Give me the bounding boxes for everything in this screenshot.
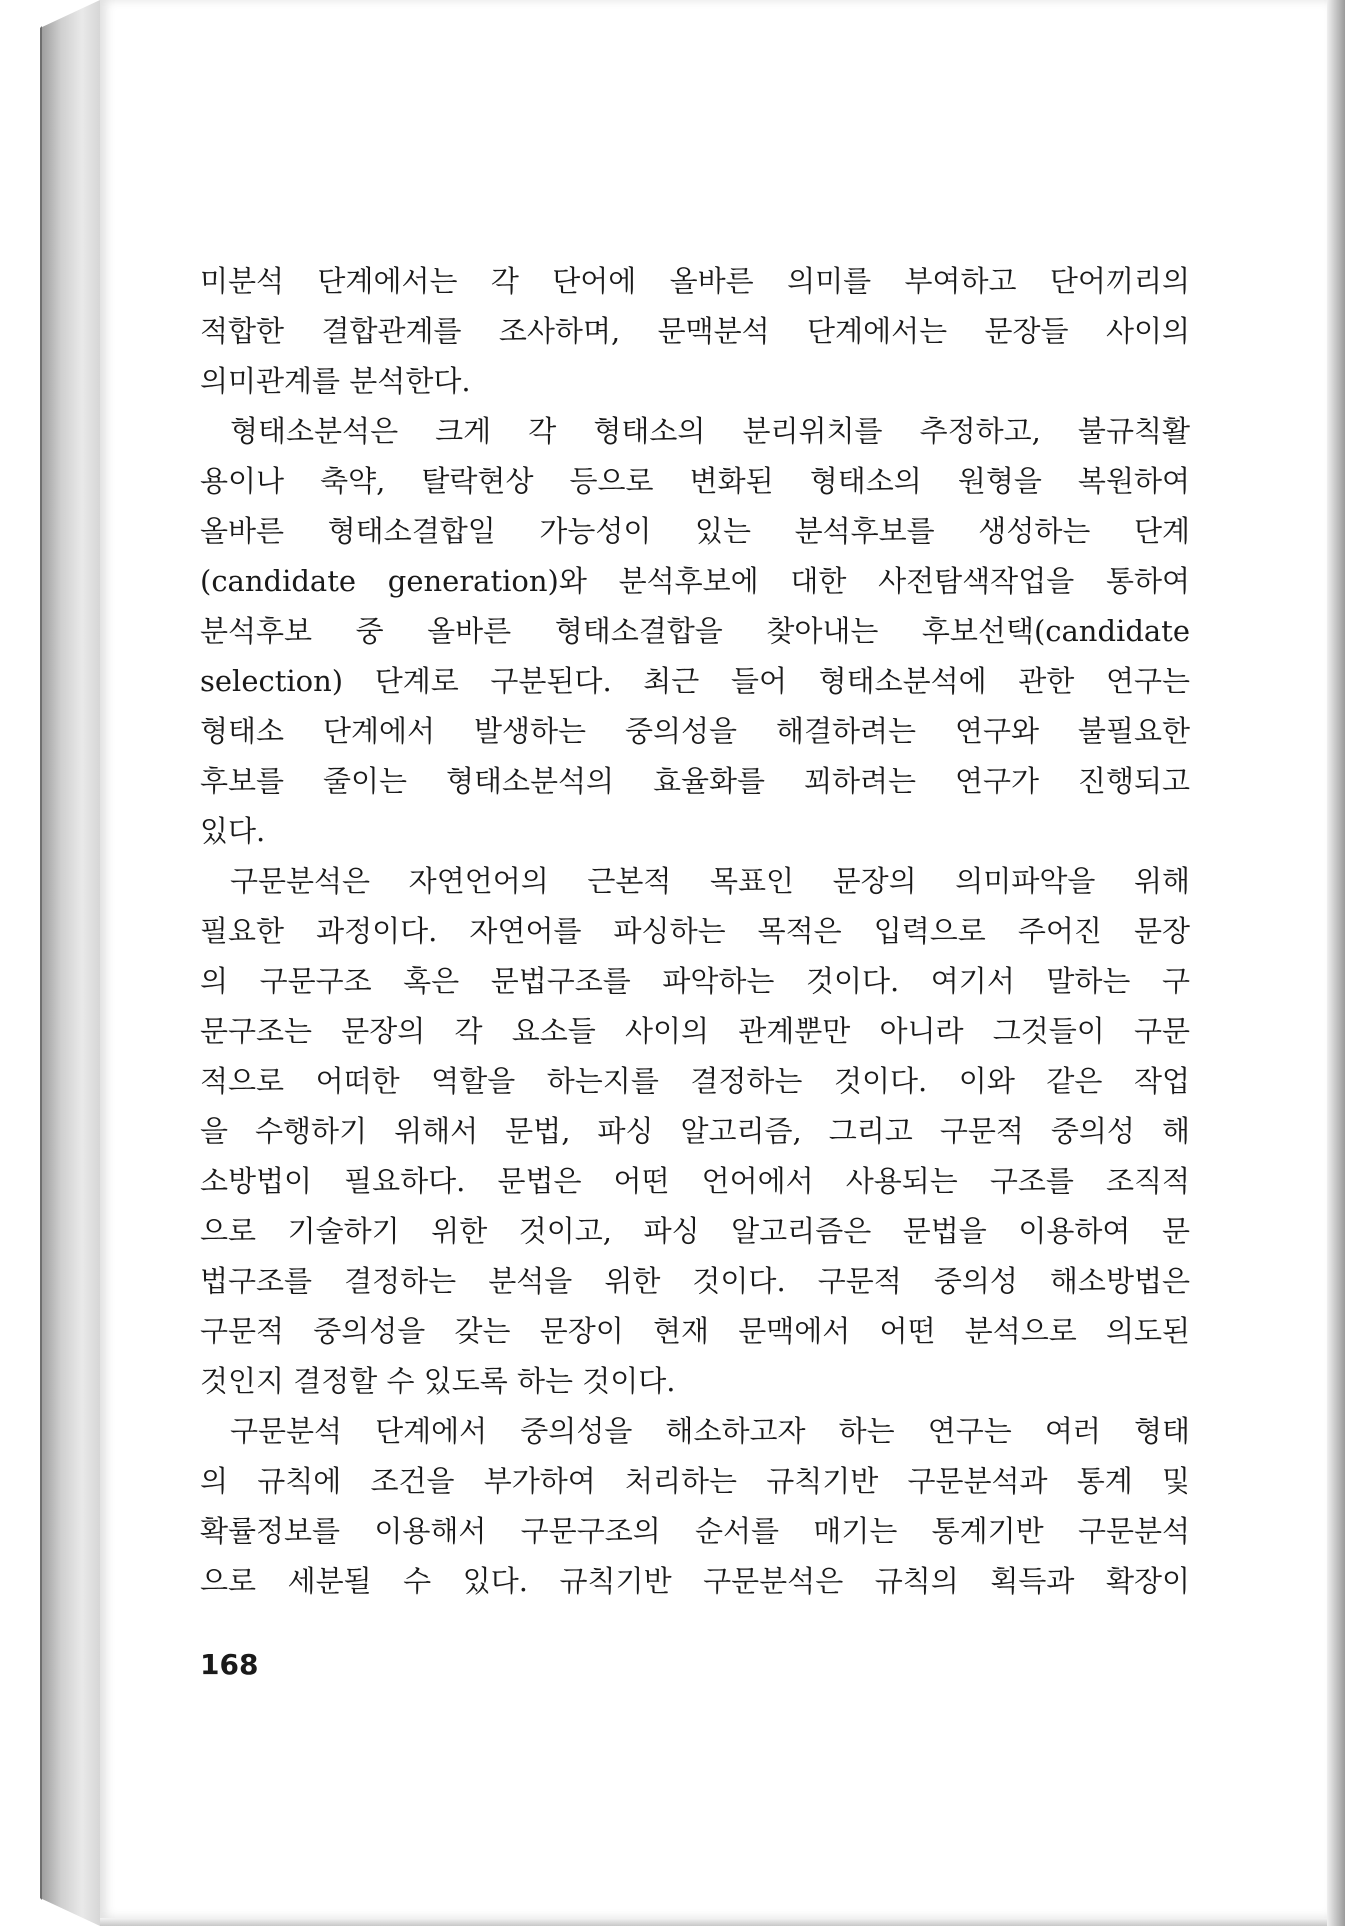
text-line: 의 구문구조 혹은 문법구조를 파악하는 것이다. 여기서 말하는 구 (200, 964, 1190, 998)
book-spine-edge (40, 0, 42, 1926)
text-line: 올바른 형태소결합일 가능성이 있는 분석후보를 생성하는 단계 (200, 514, 1190, 548)
paragraph (200, 256, 1190, 406)
text-line: 의 규칙에 조건을 부가하여 처리하는 규칙기반 구문분석과 통계 및 (200, 1464, 1190, 1498)
text-line: 것인지 결정할 수 있도록 하는 것이다. (200, 1364, 676, 1398)
text-line: 있다. (200, 814, 266, 848)
text-line: 구문적 중의성을 갖는 문장이 현재 문맥에서 어떤 분석으로 의도된 (200, 1314, 1190, 1348)
text-line: selection) 단계로 구분된다. 최근 들어 형태소분석에 관한 연구는 (200, 664, 1190, 698)
text-line: 소방법이 필요하다. 문법은 어떤 언어에서 사용되는 구조를 조직적 (200, 1164, 1190, 1198)
page-body-text (200, 256, 1190, 1606)
paragraph (200, 406, 1190, 856)
text-line: 분석후보 중 올바른 형태소결합을 찾아내는 후보선택(candidate (200, 614, 1190, 648)
text-line: 법구조를 결정하는 분석을 위한 것이다. 구문적 중의성 해소방법은 (200, 1264, 1190, 1298)
text-line: 형태소분석은 크게 각 형태소의 분리위치를 추정하고, 불규칙활 (230, 414, 1190, 448)
text-line: 의미관계를 분석한다. (200, 364, 471, 398)
text-line: 구문분석 단계에서 중의성을 해소하고자 하는 연구는 여러 형태 (230, 1414, 1190, 1448)
paragraph (200, 1406, 1190, 1606)
text-line: 구문분석은 자연언어의 근본적 목표인 문장의 의미파악을 위해 (230, 864, 1190, 898)
text-line: 미분석 단계에서는 각 단어에 올바른 의미를 부여하고 단어끼리의 (200, 264, 1190, 298)
text-line: 필요한 과정이다. 자연어를 파싱하는 목적은 입력으로 주어진 문장 (200, 914, 1190, 948)
text-line: (candidate generation)와 분석후보에 대한 사전탐색작업을 통하여 (200, 564, 1190, 598)
text-line: 용이나 축약, 탈락현상 등으로 변화된 형태소의 원형을 복원하여 (200, 464, 1190, 498)
book-spine (40, 0, 100, 1926)
text-line: 으로 기술하기 위한 것이고, 파싱 알고리즘은 문법을 이용하여 문 (200, 1214, 1190, 1248)
text-line: 문구조는 문장의 각 요소들 사이의 관계뿐만 아니라 그것들이 구문 (200, 1014, 1190, 1048)
text-line: 후보를 줄이는 형태소분석의 효율화를 꾀하려는 연구가 진행되고 (200, 764, 1190, 798)
page-number: 168 (200, 1648, 259, 1681)
text-line: 을 수행하기 위해서 문법, 파싱 알고리즘, 그리고 구문적 중의성 해 (200, 1114, 1190, 1148)
page-right-edge (1327, 0, 1345, 1926)
text-line: 확률정보를 이용해서 구문구조의 순서를 매기는 통계기반 구문분석 (200, 1514, 1190, 1548)
paragraph (200, 856, 1190, 1406)
text-line: 으로 세분될 수 있다. 규칙기반 구문분석은 규칙의 획득과 확장이 (200, 1564, 1190, 1598)
text-line: 적으로 어떠한 역할을 하는지를 결정하는 것이다. 이와 같은 작업 (200, 1064, 1190, 1098)
text-line: 적합한 결합관계를 조사하며, 문맥분석 단계에서는 문장들 사이의 (200, 314, 1190, 348)
text-line: 형태소 단계에서 발생하는 중의성을 해결하려는 연구와 불필요한 (200, 714, 1190, 748)
page-bottom-edge (100, 1918, 1327, 1926)
